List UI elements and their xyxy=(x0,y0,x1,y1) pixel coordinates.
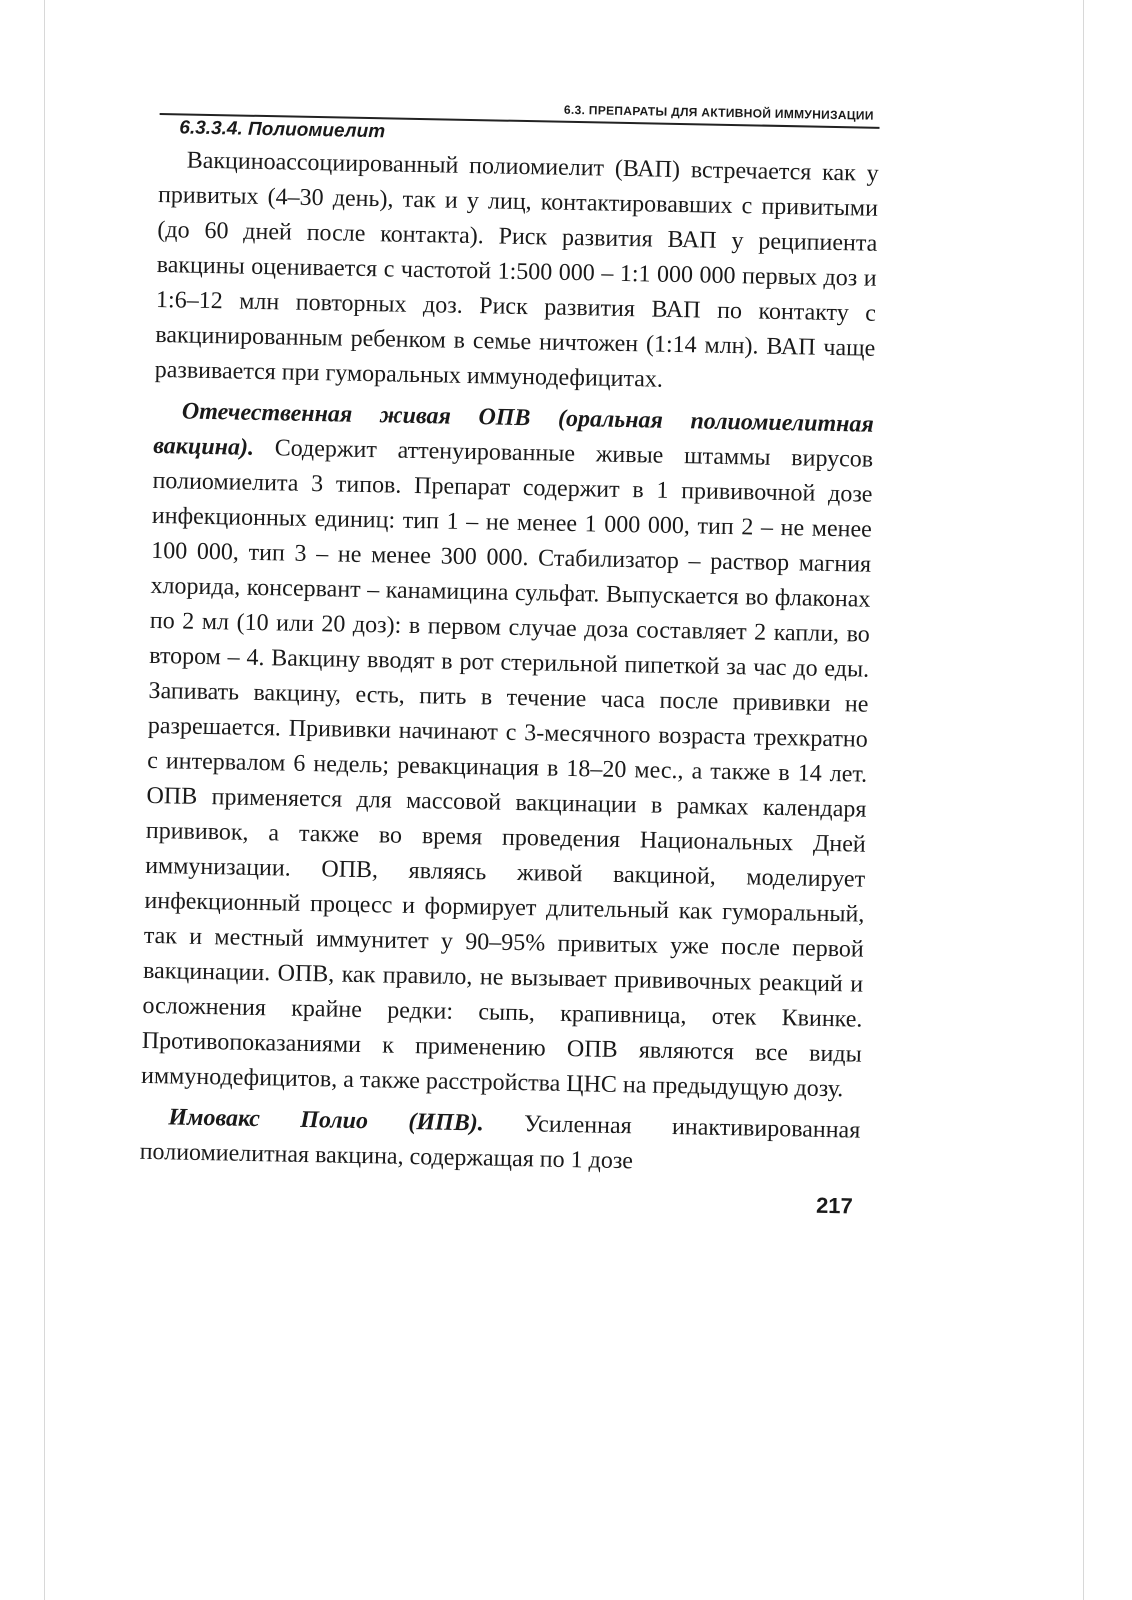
paragraph-ipv-text: Усиленная инактивированная полиомиелитная вакцина, содержащая по 1 дозе xyxy=(139,1110,861,1175)
paragraph-vap-text: Вакциноассоциированный полиомиелит (ВАП) встречается как у привитых (4–30 день), так и у лиц, контактировавших с привитыми (до 60 дней после контакта). Риск развития ВАП у реципиента вакцины оценивается с частотой 1:500 000 – 1:1 000 000 первых доз и 1:6–12 млн повторных доз. Риск развития ВАП по контакту с вакцинированным ребенком в семье ничтожен (1:14 млн). ВАП чаще развивается при гуморальных иммунодефицитах. xyxy=(154,147,879,393)
paragraph-opv-text: Содержит аттенуированные живые штаммы вирусов полиомиелита 3 типов. Препарат содержит в 1 прививочной дозе инфекционных единиц: тип 1 – не менее 1 000 000, тип 2 – не менее 100 000, тип 3 – не менее 300 000. Стабилизатор – раствор магния хлорида, консервант – канамицина сульфат. Выпускается во флаконах по 2 мл (10 или 20 доз): в первом случае доза составляет 2 капли, во втором – 4. Вакцину вводят в рот стерильной пипеткой за час до еды. Запивать вакцину, есть, пить в течение часа после прививки не разрешается. Прививки начинают с 3-месячного возраста трехкратно с интервалом 6 недель; ревакцинация в 18–20 мес., а также в 14 лет. ОПВ применяется для массовой вакцинации в рамках календаря прививок, а также во время проведения Национальных Дней иммунизации. ОПВ, являясь живой вакциной, моделирует инфекционный процесс и формирует длительный как гуморальный, так и местный иммунитет у 90–95% привитых уже после первой вакцинации. ОПВ, как правило, не вызывает прививочных реакций и осложнения крайне редки: сыпь, крапивница, отек Квинке. Противопоказаниями к применению ОПВ являются все виды иммунодефицитов, а также расстройства ЦНС на предыдущую дозу. xyxy=(140,434,874,1103)
paragraph-vap xyxy=(154,143,879,402)
paragraph-opv xyxy=(141,394,874,1108)
section-title: 6.3.3.4. Полиомиелит xyxy=(179,117,386,143)
running-head: 6.3. ПРЕПАРАТЫ ДЛЯ АКТИВНОЙ ИММУНИЗАЦИИ xyxy=(563,102,874,123)
paragraph-ipv-lead: Имовакс Полио (ИПВ). xyxy=(168,1104,484,1137)
paragraph-ipv xyxy=(139,1100,860,1184)
scanned-page xyxy=(139,95,880,1220)
paragraph-opv-lead: Отечественная живая ОПВ (оральная полиомиелитная вакцина). xyxy=(153,398,875,461)
page-number: 217 xyxy=(815,1192,854,1219)
